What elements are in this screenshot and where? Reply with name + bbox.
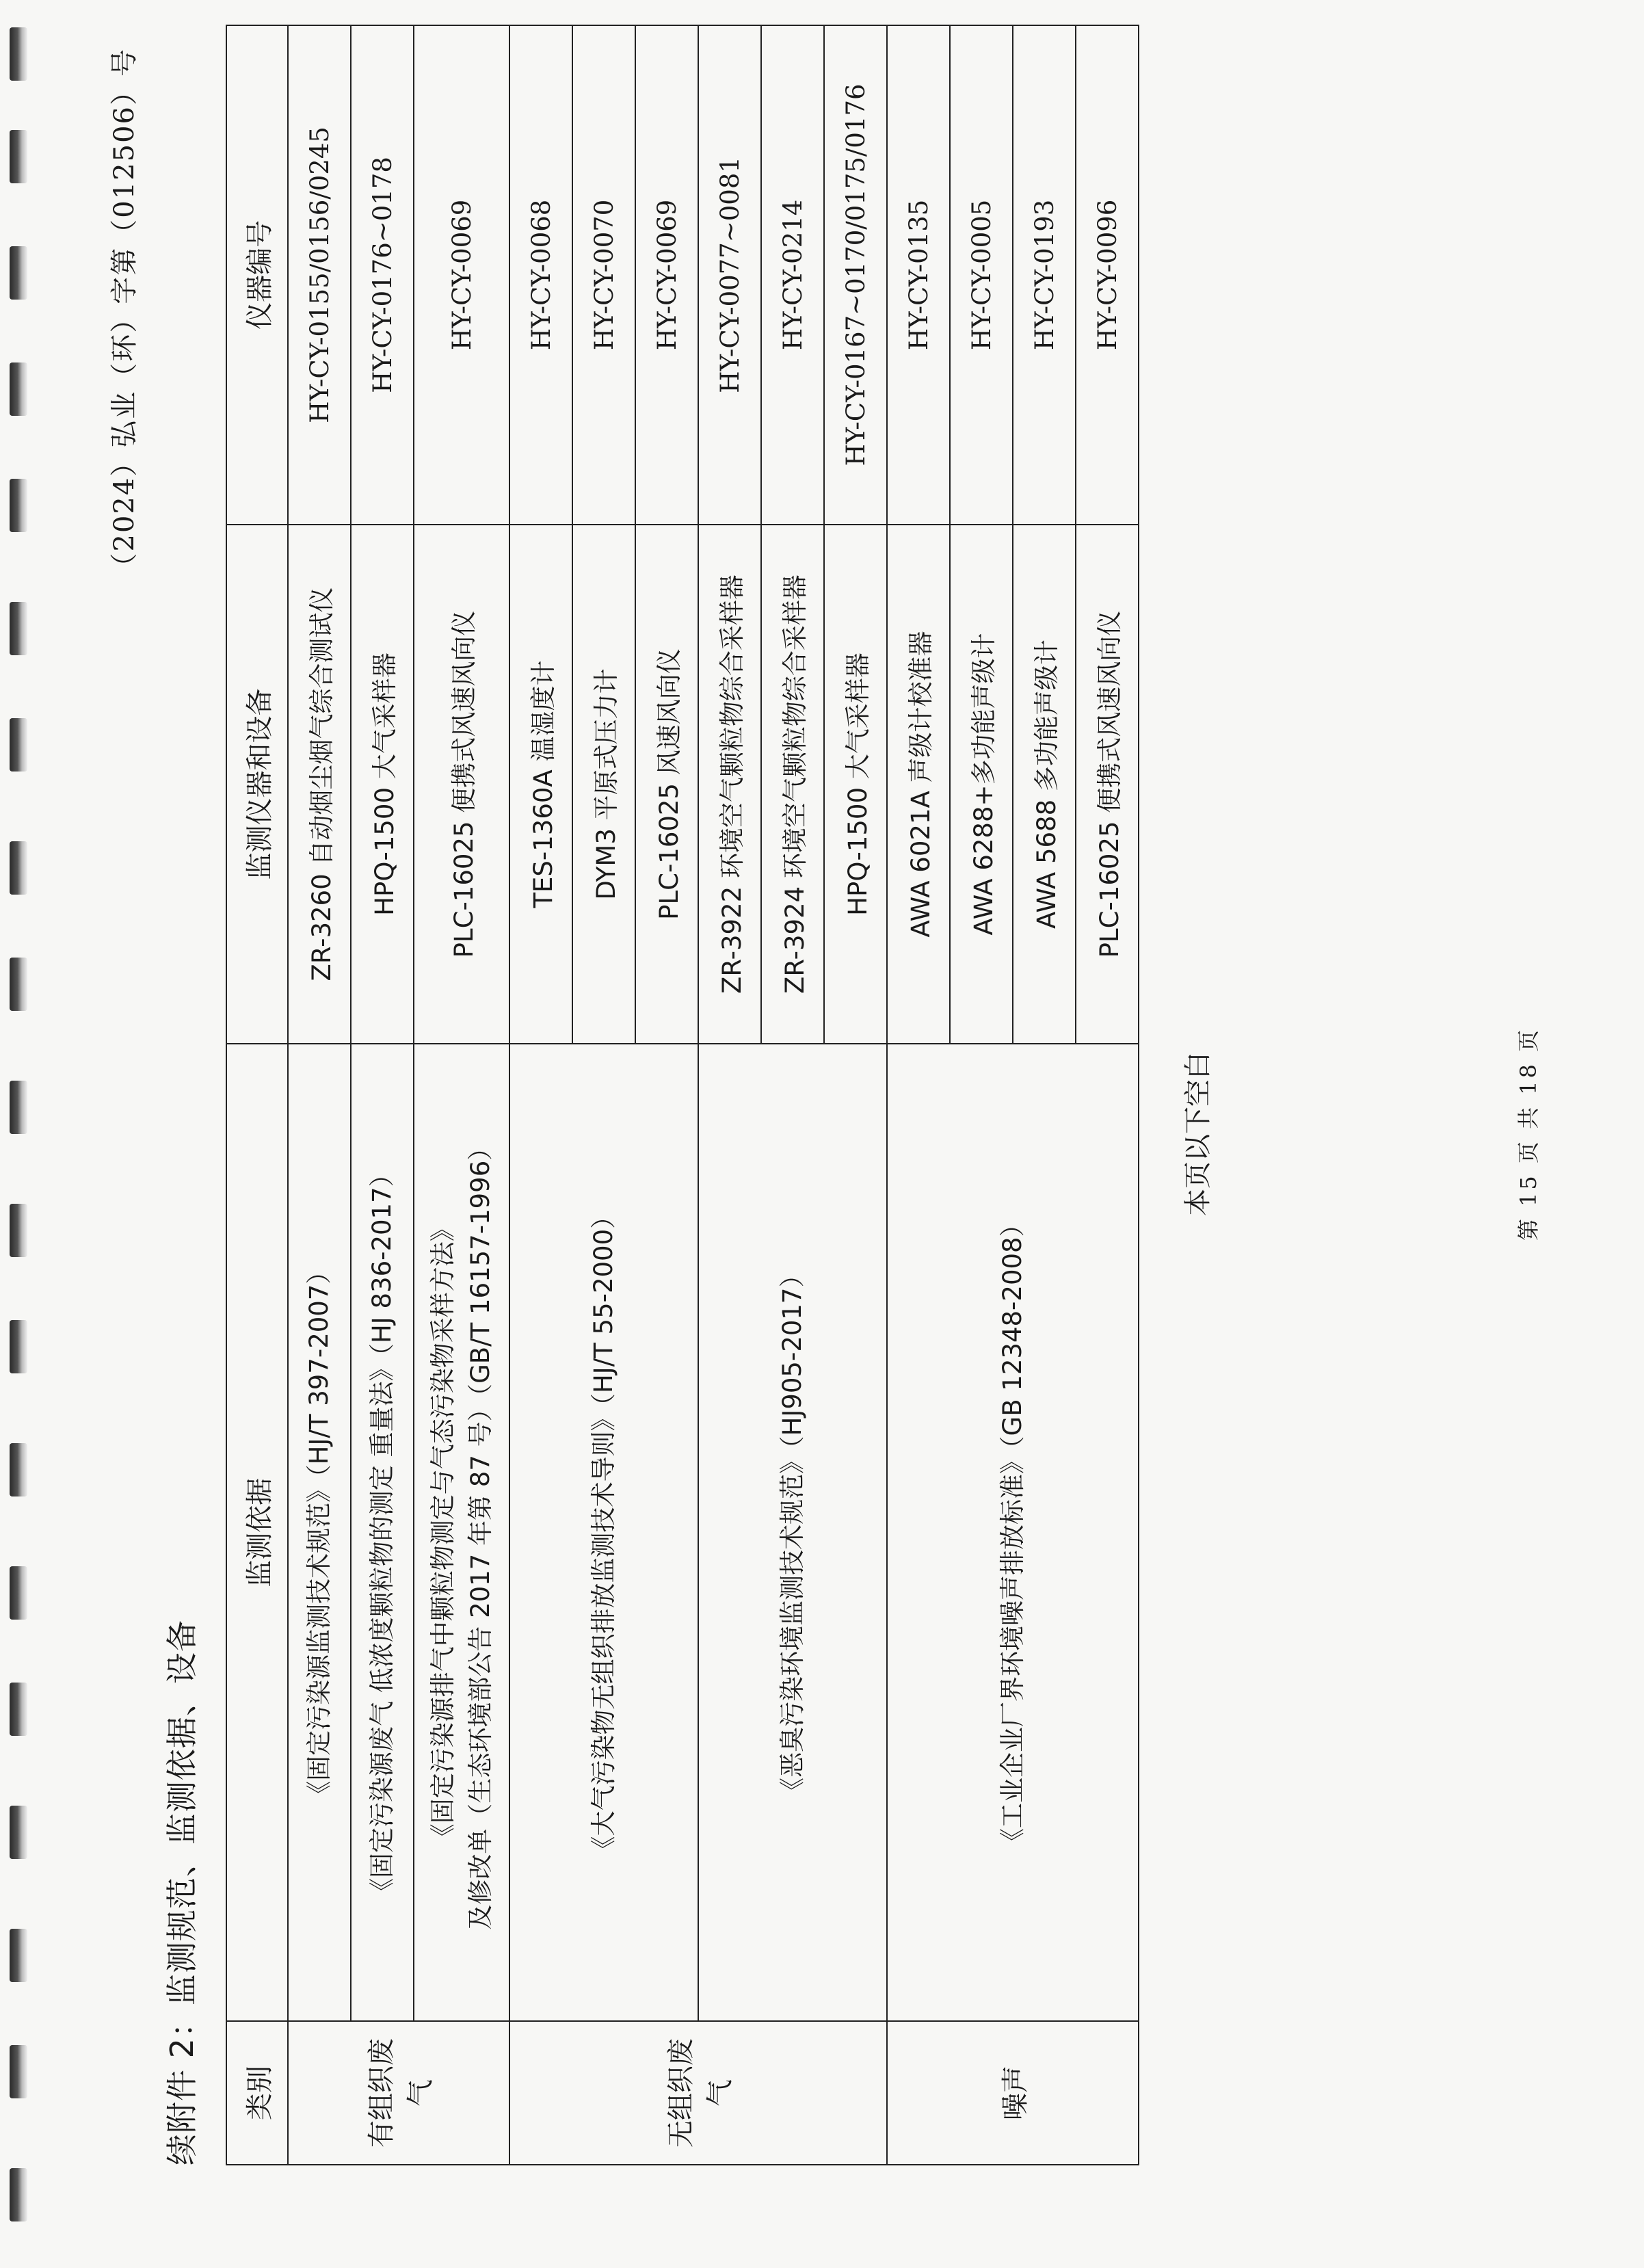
equipment-cell: AWA 6021A 声级计校准器 xyxy=(887,525,950,1044)
basis-cell xyxy=(887,1044,1139,2021)
table-row xyxy=(887,25,950,2165)
equipment-cell: HPQ-1500 大气采样器 xyxy=(824,525,887,1044)
category-cell: 无组织废气 xyxy=(509,2021,887,2165)
header-basis: 监测依据 xyxy=(226,1044,288,2021)
instrument-id-cell: HY-CY-0005 xyxy=(950,25,1013,525)
basis-text: 及修改单（生态环境部公告 2017 年第 87 号）（GB/T 16157-1996） xyxy=(466,1135,495,1930)
instrument-id-cell: HY-CY-0070 xyxy=(572,25,635,525)
equipment-cell: TES-1360A 温湿度计 xyxy=(509,525,572,1044)
table-row xyxy=(414,25,509,2165)
page-number: 第 15 页 共 18 页 xyxy=(1515,1027,1541,1241)
instrument-id-cell: HY-CY-0193 xyxy=(1013,25,1076,525)
basis-cell xyxy=(414,1044,509,2021)
equipment-cell: DYM3 平原式压力计 xyxy=(572,525,635,1044)
attachment-title: 续附件 2：监测规范、监测依据、设备 xyxy=(163,1620,200,2165)
instrument-id-cell: HY-CY-0096 xyxy=(1076,25,1139,525)
instrument-id-cell: HY-CY-0214 xyxy=(761,25,824,525)
basis-text: 《固定污染源废气 低浓度颗粒物的测定 重量法》（HJ 836-2017） xyxy=(367,1161,397,1904)
instrument-id-cell: HY-CY-0068 xyxy=(509,25,572,525)
equipment-cell: ZR-3924 环境空气颗粒物综合采样器 xyxy=(761,525,824,1044)
equipment-cell: PLC-16025 便携式风速风向仪 xyxy=(1076,525,1139,1044)
instrument-id-cell: HY-CY-0155/0156/0245 xyxy=(288,25,351,525)
basis-cell xyxy=(509,1044,698,2021)
basis-cell xyxy=(698,1044,887,2021)
table-header-row xyxy=(226,25,288,2165)
equipment-cell: AWA 5688 多功能声级计 xyxy=(1013,525,1076,1044)
equipment-cell: PLC-16025 便携式风速风向仪 xyxy=(414,525,509,1044)
header-equipment: 监测仪器和设备 xyxy=(226,525,288,1044)
basis-cell xyxy=(351,1044,414,2021)
monitoring-table xyxy=(226,25,1139,2165)
basis-text: 《大气污染物无组织排放监测技术导则》（HJ/T 55-2000） xyxy=(589,1203,619,1862)
equipment-cell: ZR-3260 自动烟尘烟气综合测试仪 xyxy=(288,525,351,1044)
instrument-id-cell: HY-CY-0069 xyxy=(635,25,698,525)
instrument-id-cell: HY-CY-0167~0170/0175/0176 xyxy=(824,25,887,525)
equipment-cell: PLC-16025 风速风向仪 xyxy=(635,525,698,1044)
equipment-cell: AWA 6288+多功能声级计 xyxy=(950,525,1013,1044)
instrument-id-cell: HY-CY-0069 xyxy=(414,25,509,525)
equipment-cell: ZR-3922 环境空气颗粒物综合采样器 xyxy=(698,525,761,1044)
header-instrument-id: 仪器编号 xyxy=(226,25,288,525)
table-row xyxy=(351,25,414,2165)
table-row xyxy=(698,25,761,2165)
equipment-cell: HPQ-1500 大气采样器 xyxy=(351,525,414,1044)
basis-text: 《固定污染源排气中颗粒物测定与气态污染物采样方法》 xyxy=(427,1216,458,1849)
report-number: （2024）弘业（环）字第（012506）号 xyxy=(109,48,140,581)
instrument-id-cell: HY-CY-0135 xyxy=(887,25,950,525)
basis-text: 《固定污染源监测技术规范》（HJ/T 397-2007） xyxy=(304,1258,334,1806)
blank-below-note: 本页以下空白 xyxy=(1182,1052,1214,1216)
basis-cell xyxy=(288,1044,351,2021)
header-category: 类别 xyxy=(226,2021,288,2165)
table-row xyxy=(509,25,572,2165)
instrument-id-cell: HY-CY-0077~0081 xyxy=(698,25,761,525)
basis-text: 《工业企业厂界环境噪声排放标准》（GB 12348-2008） xyxy=(998,1211,1028,1854)
category-cell: 有组织废气 xyxy=(288,2021,509,2165)
instrument-id-cell: HY-CY-0176~0178 xyxy=(351,25,414,525)
basis-text: 《恶臭污染环境监测技术规范》（HJ905-2017） xyxy=(778,1262,808,1803)
category-cell: 噪声 xyxy=(887,2021,1139,2165)
table-row xyxy=(288,25,351,2165)
